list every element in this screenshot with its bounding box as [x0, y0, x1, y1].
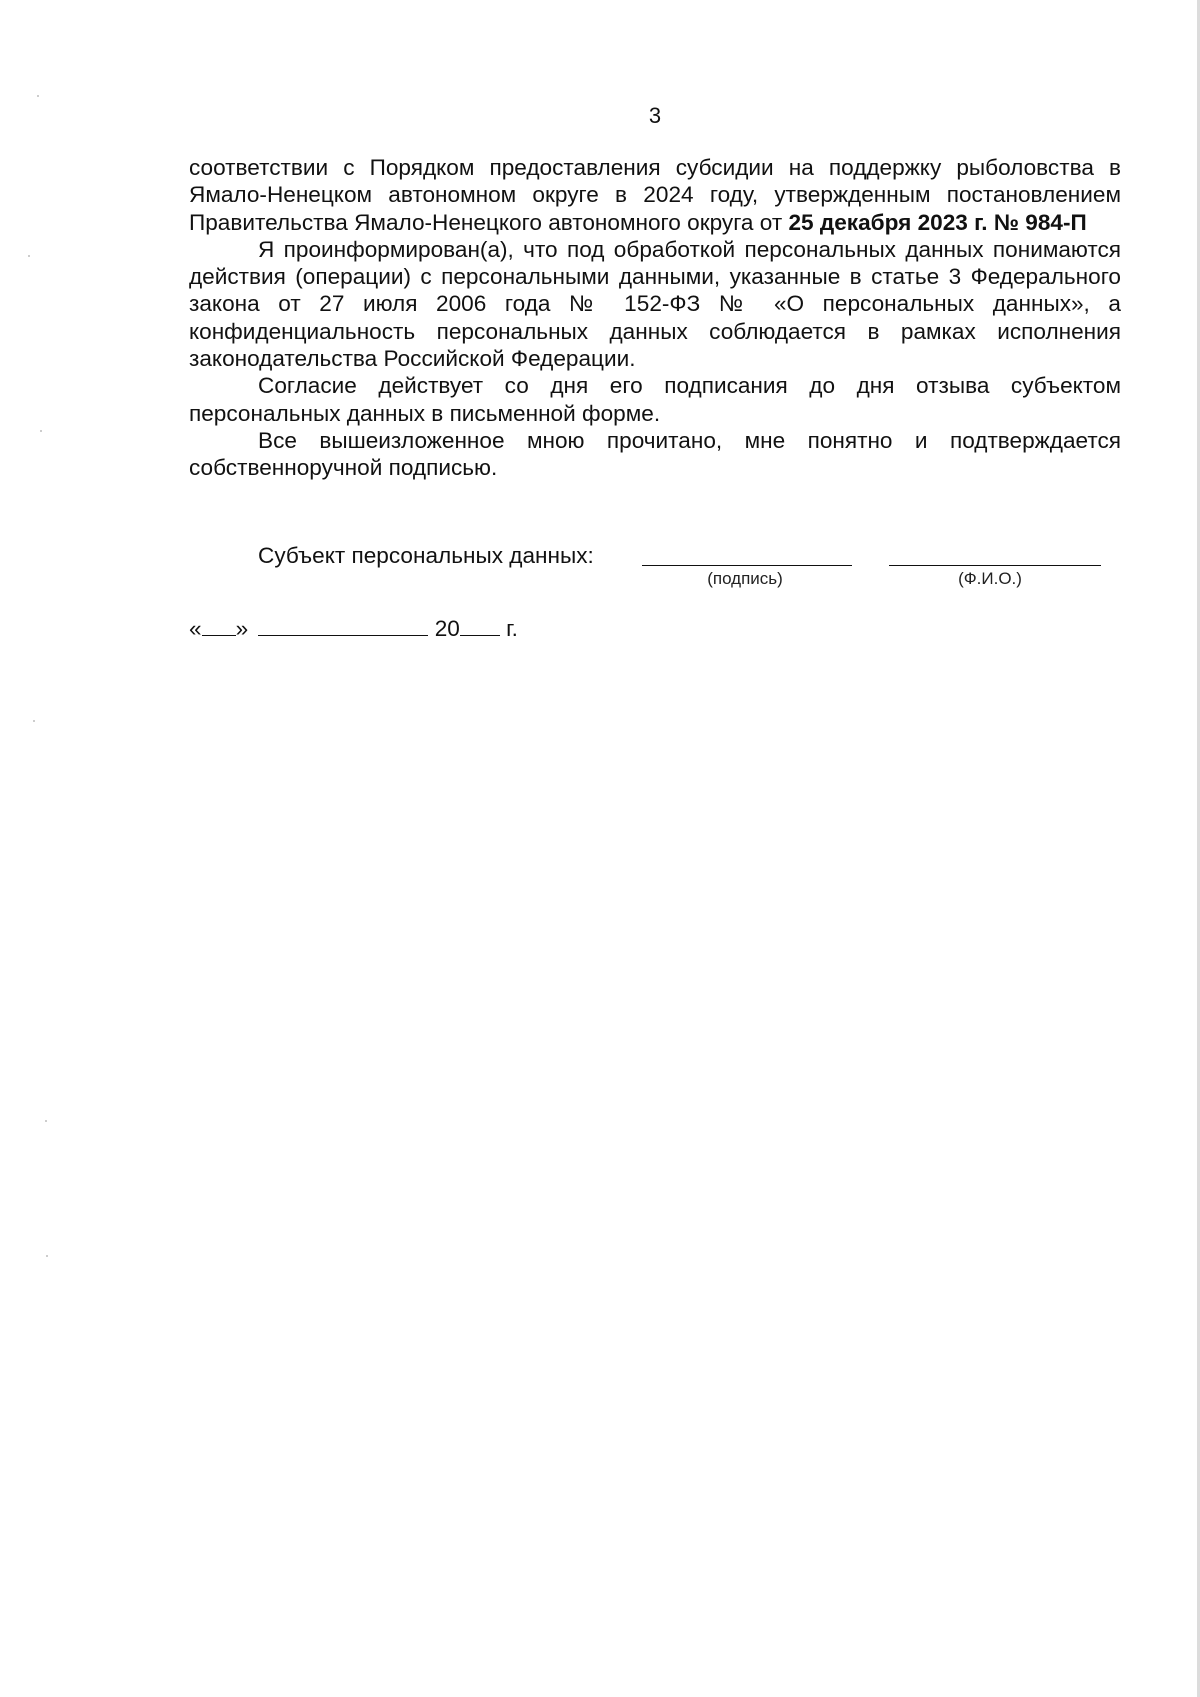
paragraph-subsidy-order [189, 154, 1121, 236]
close-quote: » [235, 616, 249, 641]
resolution-reference: 25 декабря 2023 г. № 984-П [788, 209, 1087, 235]
document-body [189, 154, 1121, 482]
signature-label: Субъект персональных данных: [258, 543, 594, 568]
page-number: 3 [648, 103, 662, 128]
year-blank[interactable] [460, 617, 500, 636]
scan-speck [28, 255, 30, 257]
scan-speck [37, 95, 39, 97]
paragraph-consent-validity: Согласие действует со дня его подписания до дня отзыва субъектом персональных данных в письменной форме. [189, 373, 1121, 426]
year-prefix: 20 [434, 616, 460, 641]
scan-speck [45, 1120, 47, 1122]
full-name-line[interactable] [889, 565, 1101, 566]
scan-speck [46, 1255, 48, 1257]
full-name-caption: (Ф.И.О.) [958, 569, 1022, 588]
month-blank[interactable] [258, 617, 428, 636]
signature-line[interactable] [642, 565, 852, 566]
year-suffix: г. [506, 616, 518, 641]
date-line [189, 615, 518, 642]
paragraph-confirmation: Все вышеизложенное мною прочитано, мне понятно и подтверждается собственноручной подписью. [189, 427, 1121, 481]
scan-speck [33, 720, 35, 722]
paragraph-personal-data-info: Я проинформирован(а), что под обработкой персональных данных понимаются действия (операции) с персональными данными, указанные в статье 3 Федерального закона от 27 июля 2006 года № 152-ФЗ № «О персональных данных», а конфиденциальность персональных данных соблюдается в рамках исполнения законодательства Российской Федерации. [189, 236, 1121, 372]
signature-caption: (подпись) [707, 569, 783, 588]
day-blank[interactable] [202, 617, 236, 636]
open-quote: « [189, 616, 202, 641]
scan-speck [40, 430, 42, 432]
paragraph-1-text: соответствии с Порядком предоставления субсидии на поддержку рыболовства в Ямало-Ненецком автономном округе в 2024 году, утвержденным постановлением Правительства Ямало-Ненецкого автономного округа от [189, 155, 1121, 235]
